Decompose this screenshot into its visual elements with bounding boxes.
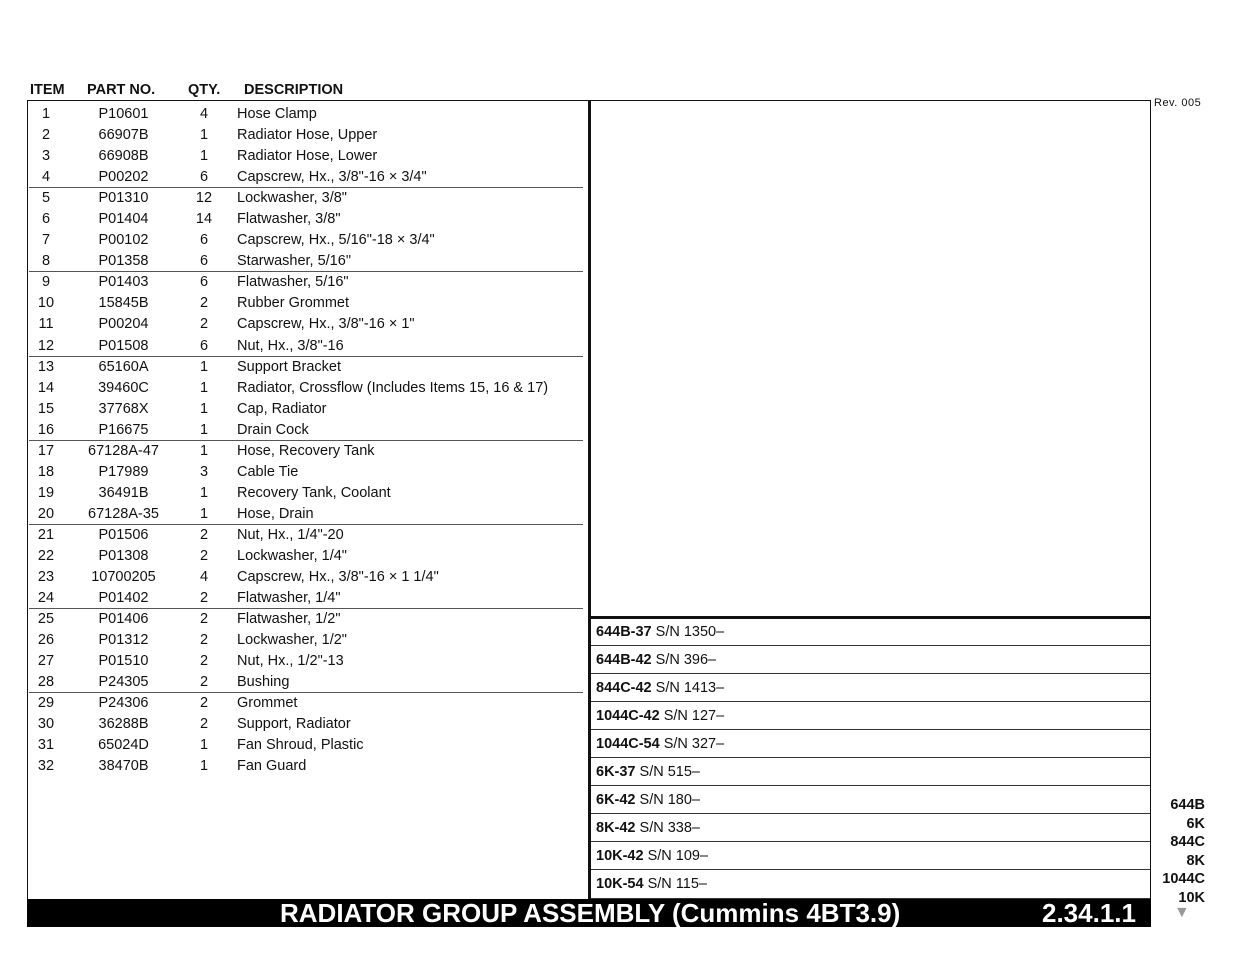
quantity-cell: 12 (195, 190, 213, 207)
quantity-cell: 1 (199, 505, 209, 522)
table-row (29, 293, 583, 314)
table-row (29, 104, 583, 125)
serial-model: 1044C-54 (596, 736, 660, 752)
item-cell: 15 (37, 400, 55, 417)
part-number-cell: 39460C (98, 379, 149, 396)
part-number-cell: 65160A (98, 358, 149, 375)
item-cell: 9 (41, 274, 51, 291)
item-cell: 17 (37, 442, 55, 459)
item-cell: 3 (41, 148, 51, 165)
column-header-item: ITEM (30, 82, 65, 98)
description-cell: Capscrew, Hx., 3/8"-16 × 1 1/4" (237, 569, 439, 586)
section-number: 2.34.1.1 (1042, 898, 1136, 928)
part-number-cell: P01404 (98, 211, 149, 228)
serial-model: 6K-42 (596, 792, 636, 808)
serial-model: 8K-42 (596, 820, 636, 836)
serial-model: 10K-54 (596, 876, 644, 892)
description-cell: Flatwasher, 1/2" (237, 611, 341, 628)
item-cell: 1 (41, 106, 51, 122)
serial-number: S/N 180– (639, 792, 700, 808)
description-cell: Lockwasher, 1/4" (237, 547, 347, 564)
quantity-cell: 1 (199, 358, 209, 375)
item-cell: 25 (37, 611, 55, 628)
description-cell: Starwasher, 5/16" (237, 253, 351, 270)
table-row (29, 125, 583, 146)
illustration-area (591, 100, 1150, 616)
description-cell: Lockwasher, 3/8" (237, 190, 347, 207)
part-number-cell: P17989 (98, 463, 149, 480)
serial-row (591, 786, 1150, 814)
item-cell: 21 (37, 526, 55, 543)
model-tab[interactable]: 1044C (1162, 871, 1205, 888)
description-cell: Support Bracket (237, 358, 341, 375)
description-cell: Capscrew, Hx., 3/8"-16 × 1" (237, 316, 415, 333)
item-cell: 6 (41, 211, 51, 228)
serial-number: S/N 396– (655, 652, 717, 668)
table-row (29, 630, 583, 651)
part-number-cell: P10601 (98, 106, 149, 122)
item-cell: 13 (37, 358, 55, 375)
quantity-cell: 2 (199, 674, 209, 691)
table-row (29, 146, 583, 167)
part-number-cell: P24305 (98, 674, 149, 691)
column-header-description: DESCRIPTION (244, 82, 344, 98)
description-cell: Flatwasher, 1/4" (237, 590, 341, 607)
table-row (29, 230, 583, 251)
quantity-cell: 6 (199, 169, 209, 186)
quantity-cell: 6 (199, 274, 209, 291)
part-number-cell: P24306 (98, 695, 149, 712)
description-cell: Nut, Hx., 3/8"-16 (237, 337, 344, 354)
table-row (29, 588, 583, 609)
description-cell: Bushing (237, 674, 290, 691)
description-cell: Support, Radiator (237, 716, 351, 733)
model-tab[interactable]: 8K (1186, 852, 1205, 869)
serial-number: S/N 127– (663, 708, 725, 724)
item-cell: 7 (41, 232, 51, 249)
description-cell: Hose Clamp (237, 106, 317, 122)
serial-model: 10K-42 (596, 848, 644, 864)
quantity-cell: 3 (199, 463, 209, 480)
model-tab[interactable]: 10K (1178, 889, 1205, 906)
item-cell: 18 (37, 463, 55, 480)
item-cell: 29 (37, 695, 55, 712)
part-number-cell: 36491B (98, 484, 149, 501)
part-number-cell: P01406 (98, 611, 149, 628)
serial-row (591, 646, 1150, 674)
part-number-cell: P01508 (98, 337, 149, 354)
quantity-cell: 2 (199, 547, 209, 564)
item-cell: 11 (38, 316, 54, 333)
item-cell: 2 (41, 127, 51, 144)
quantity-cell: 2 (199, 295, 209, 312)
serial-row (591, 702, 1150, 730)
description-cell: Recovery Tank, Coolant (237, 484, 391, 501)
item-cell: 5 (41, 190, 51, 207)
page-title: RADIATOR GROUP ASSEMBLY (Cummins 4BT3.9) (280, 898, 901, 928)
quantity-cell: 4 (199, 106, 209, 122)
table-row (29, 651, 583, 672)
serial-row (591, 814, 1150, 842)
description-cell: Hose, Drain (237, 505, 314, 522)
quantity-cell: 1 (199, 400, 209, 417)
table-row (29, 756, 583, 777)
table-row (29, 608, 583, 630)
part-number-cell: 67128A-47 (88, 442, 159, 459)
quantity-cell: 1 (199, 148, 209, 165)
serial-row (591, 842, 1150, 870)
item-cell: 20 (37, 505, 55, 522)
description-cell: Cap, Radiator (237, 400, 327, 417)
table-row (29, 483, 583, 504)
quantity-cell: 4 (199, 569, 209, 586)
table-row (29, 167, 583, 188)
description-cell: Nut, Hx., 1/4"-20 (237, 526, 344, 543)
item-cell: 32 (37, 758, 55, 775)
revision-label: Rev. 005 (1154, 97, 1202, 109)
description-cell: Radiator, Crossflow (Includes Items 15, 16 & 17) (237, 379, 549, 396)
serial-row (591, 730, 1150, 758)
serial-number: S/N 327– (663, 736, 725, 752)
table-row (29, 714, 583, 735)
parts-list (29, 104, 583, 778)
description-cell: Cable Tie (237, 463, 299, 480)
description-cell: Rubber Grommet (237, 295, 350, 312)
table-row (29, 440, 583, 462)
serial-row (591, 674, 1150, 702)
part-number-cell: P01308 (98, 547, 149, 564)
part-number-cell: 15845B (98, 295, 149, 312)
part-number-cell: P01310 (98, 190, 149, 207)
description-cell: Hose, Recovery Tank (237, 442, 375, 459)
model-tab[interactable]: 6K (1186, 815, 1205, 832)
serial-model: 1044C-42 (596, 708, 660, 724)
description-cell: Flatwasher, 3/8" (237, 211, 341, 228)
description-cell: Radiator Hose, Lower (237, 148, 378, 165)
description-cell: Drain Cock (237, 421, 309, 438)
part-number-cell: P01358 (98, 253, 149, 270)
serial-model: 6K-37 (596, 764, 636, 780)
description-cell: Grommet (237, 695, 298, 712)
part-number-cell: P00204 (98, 316, 149, 333)
part-number-cell: P00102 (98, 232, 149, 249)
part-number-cell: 37768X (98, 400, 149, 417)
serial-model: 644B-37 (596, 624, 652, 640)
description-cell: Fan Shroud, Plastic (237, 737, 364, 754)
serial-row (591, 758, 1150, 786)
part-number-cell: P01510 (98, 653, 149, 670)
table-row (29, 209, 583, 230)
serial-row (591, 870, 1150, 899)
table-row (29, 314, 583, 335)
item-cell: 23 (37, 569, 55, 586)
quantity-cell: 6 (199, 232, 209, 249)
item-cell: 8 (41, 253, 51, 270)
serial-number: S/N 1350– (655, 624, 725, 640)
table-row (29, 420, 583, 441)
quantity-cell: 6 (199, 337, 209, 354)
table-row (29, 271, 583, 293)
table-row (29, 692, 583, 714)
item-cell: 31 (37, 737, 55, 754)
quantity-cell: 2 (199, 653, 209, 670)
part-number-cell: P01312 (98, 632, 149, 649)
table-row (29, 504, 583, 525)
item-cell: 12 (37, 337, 55, 354)
item-cell: 16 (37, 421, 55, 438)
serial-model: 644B-42 (596, 652, 652, 668)
part-number-cell: P01506 (98, 526, 149, 543)
part-number-cell: P16675 (98, 421, 149, 438)
quantity-cell: 1 (199, 484, 209, 501)
quantity-cell: 1 (199, 127, 209, 144)
table-row (29, 336, 583, 357)
quantity-cell: 2 (199, 632, 209, 649)
item-cell: 26 (37, 632, 55, 649)
description-cell: Capscrew, Hx., 5/16"-18 × 3/4" (237, 232, 435, 249)
part-number-cell: 38470B (98, 758, 149, 775)
table-row (29, 251, 583, 272)
table-row (29, 187, 583, 209)
column-header-qty: QTY. (188, 82, 221, 98)
serial-number: S/N 115– (647, 876, 707, 892)
table-row (29, 567, 583, 588)
column-header-part: PART NO. (87, 82, 156, 98)
model-tab[interactable]: 644B (1170, 797, 1205, 813)
quantity-cell: 2 (199, 590, 209, 607)
part-number-cell: 67128A-35 (88, 505, 159, 522)
part-number-cell: 66907B (98, 127, 149, 144)
part-number-cell: 66908B (98, 148, 149, 165)
table-row (29, 546, 583, 567)
part-number-cell: P01403 (98, 274, 149, 291)
description-cell: Fan Guard (237, 758, 307, 775)
serial-row (591, 619, 1150, 646)
item-cell: 10 (37, 295, 55, 312)
quantity-cell: 1 (199, 421, 209, 438)
serial-number: S/N 515– (639, 764, 700, 780)
table-row (29, 462, 583, 483)
description-cell: Capscrew, Hx., 3/8"-16 × 3/4" (237, 169, 427, 186)
serial-number: S/N 109– (647, 848, 709, 864)
table-row (29, 672, 583, 693)
serial-model: 844C-42 (596, 680, 652, 696)
quantity-cell: 6 (199, 253, 209, 270)
quantity-cell: 2 (199, 611, 209, 628)
table-row (29, 735, 583, 756)
part-number-cell: 10700205 (91, 569, 156, 586)
quantity-cell: 14 (195, 211, 213, 228)
item-cell: 28 (37, 674, 55, 691)
item-cell: 27 (37, 653, 55, 670)
serial-number: S/N 338– (639, 820, 700, 836)
table-row (29, 378, 583, 399)
item-cell: 22 (37, 547, 55, 564)
quantity-cell: 1 (199, 758, 209, 775)
item-cell: 24 (37, 590, 55, 607)
quantity-cell: 2 (199, 716, 209, 733)
quantity-cell: 1 (199, 379, 209, 396)
table-row (29, 399, 583, 420)
down-arrow-icon[interactable]: ▼ (1174, 904, 1190, 921)
part-number-cell: 65024D (98, 737, 149, 754)
part-number-cell: P00202 (98, 169, 149, 186)
quantity-cell: 1 (199, 737, 209, 754)
model-tabs (1162, 796, 1205, 908)
part-number-cell: P01402 (98, 590, 149, 607)
description-cell: Lockwasher, 1/2" (237, 632, 347, 649)
item-cell: 14 (37, 379, 55, 396)
description-cell: Radiator Hose, Upper (237, 127, 378, 144)
serial-number: S/N 1413– (655, 680, 725, 696)
quantity-cell: 2 (199, 695, 209, 712)
description-cell: Nut, Hx., 1/2"-13 (237, 653, 344, 670)
table-row (29, 524, 583, 546)
table-row (29, 356, 583, 378)
quantity-cell: 2 (199, 526, 209, 543)
item-cell: 19 (37, 484, 55, 501)
model-tab[interactable]: 844C (1170, 834, 1205, 851)
quantity-cell: 1 (199, 442, 209, 459)
item-cell: 4 (41, 169, 51, 186)
quantity-cell: 2 (199, 316, 209, 333)
part-number-cell: 36288B (98, 716, 149, 733)
description-cell: Flatwasher, 5/16" (237, 274, 349, 291)
item-cell: 30 (37, 716, 55, 733)
